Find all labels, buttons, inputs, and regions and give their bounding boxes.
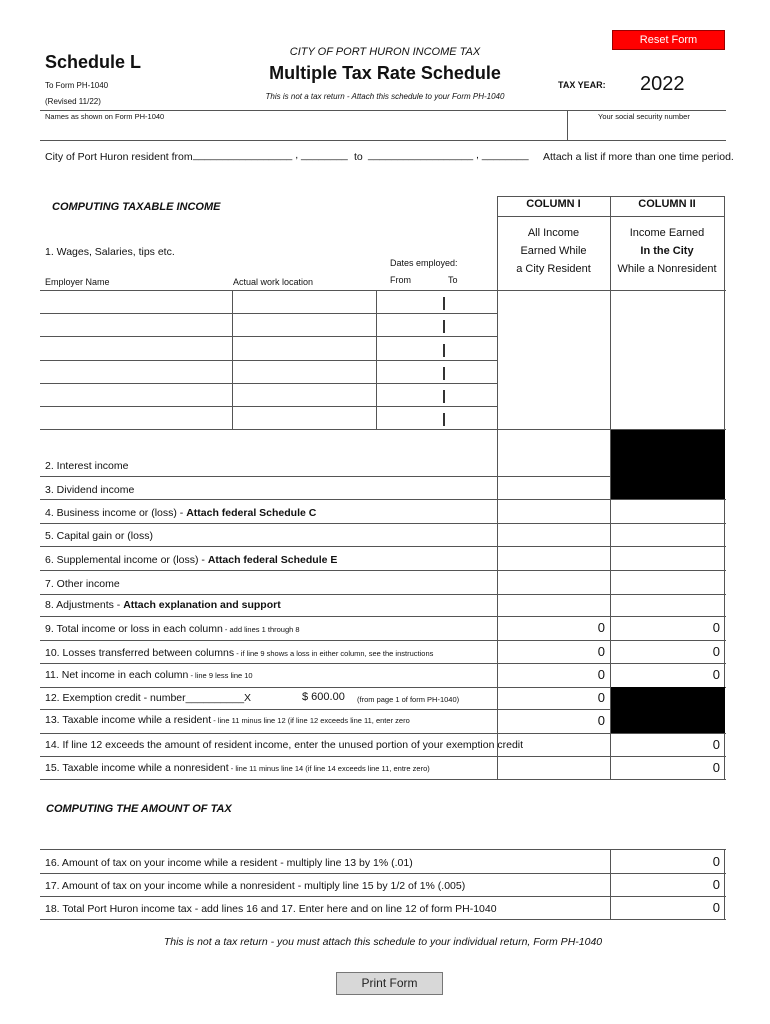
amount-of-tax-heading: COMPUTING THE AMOUNT OF TAX	[46, 803, 232, 815]
line-14-label: 14. If line 12 exceeds the amount of resident income, enter the unused portion of your exemption credit	[45, 739, 524, 751]
resident-from-field[interactable]: _________________ , ________	[193, 149, 348, 161]
tax-year-label: TAX YEAR:	[558, 80, 606, 90]
line-17-value[interactable]: 0	[712, 877, 720, 892]
form-subtitle: This is not a tax return - Attach this schedule to your Form PH-1040	[265, 92, 505, 101]
reset-form-button[interactable]: Reset Form	[612, 30, 725, 50]
dates-employed-field[interactable]	[378, 292, 496, 312]
line-4-label: 4. Business income or (loss) - Attach federal Schedule C	[45, 507, 317, 519]
work-location-header: Actual work location	[233, 277, 314, 287]
line-2-label: 2. Interest income	[45, 460, 129, 472]
column-1-desc-1: All Income	[527, 227, 580, 239]
line-18-value[interactable]: 0	[712, 900, 720, 915]
city-tax-heading: CITY OF PORT HURON INCOME TAX	[289, 46, 481, 58]
column-1-desc-2: Earned While	[520, 245, 587, 257]
line-12-note: (from page 1 of form PH-1040)	[357, 695, 460, 704]
column-1-title: COLUMN I	[526, 198, 581, 210]
line-10-column-2-value[interactable]: 0	[712, 644, 720, 659]
column-2-blocked-cell	[611, 430, 725, 499]
line-11-label: 11. Net income in each column - line 9 less line 10	[45, 669, 253, 681]
line-9-column-1-value[interactable]: 0	[597, 620, 605, 635]
column-1-desc-3: a City Resident	[516, 263, 591, 275]
line-18-label: 18. Total Port Huron income tax - add lines 16 and 17. Enter here and on line 12 of form PH-1040	[45, 903, 497, 915]
column-2-desc-3: While a Nonresident	[617, 263, 717, 275]
revised-label: (Revised 11/22)	[45, 97, 101, 106]
work-location-field[interactable]	[234, 292, 374, 312]
attach-list-note: Attach a list if more than one time period.	[543, 151, 734, 163]
schedule-title: Schedule L	[45, 52, 142, 72]
line-7-label: 7. Other income	[45, 578, 120, 590]
employer-name-header: Employer Name	[45, 277, 110, 287]
tax-year-value[interactable]: 2022	[640, 73, 685, 95]
exemption-amount: $ 600.00	[302, 691, 345, 703]
line-6-label: 6. Supplemental income or (loss) - Attach federal Schedule E	[45, 554, 338, 566]
line-17-label: 17. Amount of tax on your income while a nonresident - multiply line 15 by 1/2 of 1% (.005)	[45, 880, 466, 892]
line-13-label: 13. Taxable income while a resident - line 11 minus line 12 (if line 12 exceeds line 11, enter zero	[45, 714, 410, 726]
column-2-blocked-cell-2	[611, 687, 725, 733]
column-2-desc-2: In the City	[640, 245, 694, 257]
ssn-label: Your social security number	[598, 112, 690, 121]
line-10-label: 10. Losses transferred between columns - if line 9 shows a loss in either column, see the instructions	[45, 647, 434, 659]
from-label: From	[390, 275, 411, 285]
dates-employed-label: Dates employed:	[390, 258, 458, 268]
ssn-field[interactable]	[570, 122, 724, 139]
wages-column-1-field[interactable]	[499, 292, 609, 428]
to-form-label: To Form PH-1040	[45, 81, 109, 90]
line-16-value[interactable]: 0	[712, 854, 720, 869]
line-11-column-1-value[interactable]: 0	[597, 667, 605, 682]
resident-to-field[interactable]: __________________ , ________	[368, 149, 529, 161]
line-16-label: 16. Amount of tax on your income while a resident - multiply line 13 by 1% (.01)	[45, 857, 413, 869]
line-12-label: 12. Exemption credit - number__________X	[45, 692, 252, 704]
taxable-income-heading: COMPUTING TAXABLE INCOME	[52, 201, 221, 213]
line-15-label: 15. Taxable income while a nonresident - line 11 minus line 14 (if line 14 exceeds line 11, entre zero)	[45, 762, 430, 774]
form-title: Multiple Tax Rate Schedule	[269, 63, 501, 83]
line-12-column-1-value[interactable]: 0	[597, 690, 605, 705]
line-1-label: 1. Wages, Salaries, tips etc.	[45, 246, 175, 258]
names-label: Names as shown on Form PH-1040	[45, 112, 165, 121]
column-2-desc-1: Income Earned	[629, 227, 705, 239]
employer-name-field[interactable]	[42, 292, 230, 312]
print-form-button[interactable]: Print Form	[336, 972, 443, 995]
line-5-label: 5. Capital gain or (loss)	[45, 530, 153, 542]
column-2-title: COLUMN II	[638, 198, 696, 210]
to-label: To	[448, 275, 458, 285]
line-8-label: 8. Adjustments - Attach explanation and support	[45, 599, 281, 611]
resident-to-label: to	[354, 151, 363, 163]
line-14-column-2-value[interactable]: 0	[712, 737, 720, 752]
line-3-label: 3. Dividend income	[45, 484, 135, 496]
footer-note: This is not a tax return - you must attach this schedule to your individual return, Form PH-1040	[163, 936, 603, 948]
line-11-column-2-value[interactable]: 0	[712, 667, 720, 682]
resident-from-label: City of Port Huron resident from	[45, 151, 193, 163]
line-13-column-1-value[interactable]: 0	[597, 713, 605, 728]
wages-column-2-field[interactable]	[612, 292, 723, 428]
line-10-column-1-value[interactable]: 0	[597, 644, 605, 659]
line-15-column-2-value[interactable]: 0	[712, 760, 720, 775]
line-9-column-2-value[interactable]: 0	[712, 620, 720, 635]
names-field[interactable]	[42, 122, 564, 139]
line-9-label: 9. Total income or loss in each column - add lines 1 through 8	[45, 623, 300, 635]
